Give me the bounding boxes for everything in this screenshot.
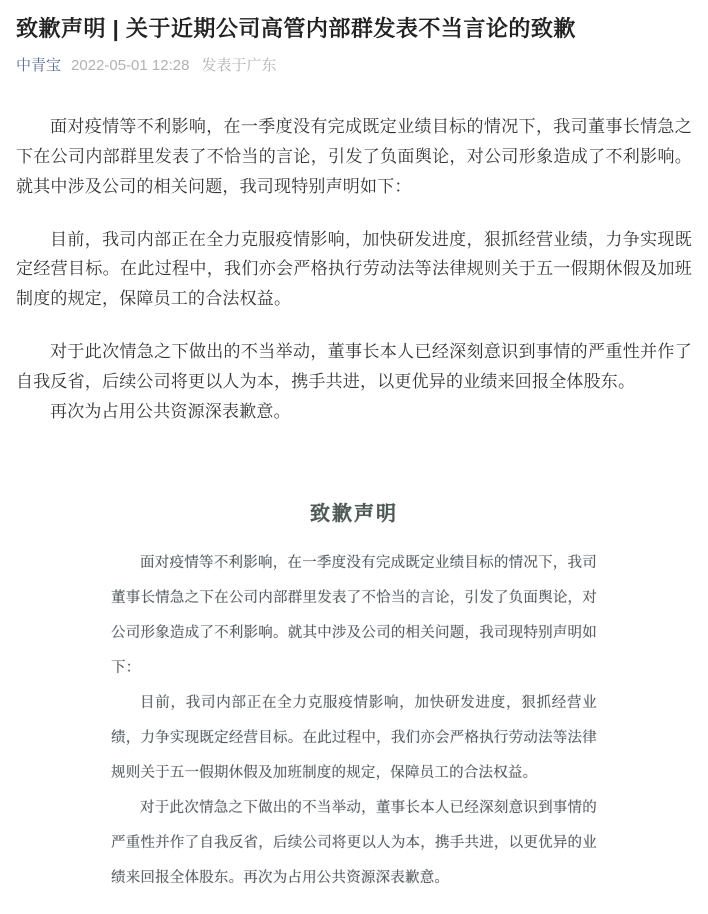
statement-image-paragraph: 目前，我司内部正在全力克服疫情影响，加快研发进度，狠抓经营业绩，力争实现既定经营目标。在此过程中，我们亦会严格执行劳动法等法律规则关于五一假期休假及加班制度的规定，保障员工的合法权益。 xyxy=(111,694,597,781)
statement-image-paragraph: 面对疫情等不利影响，在一季度没有完成既定业绩目标的情况下，我司董事长情急之下在公司内部群里发表了不恰当的言论，引发了负面舆论，对公司形象造成了不利影响。就其中涉及公司的相关问题，我司现特别声明如下： xyxy=(111,554,597,676)
article-paragraph: 对于此次情急之下做出的不当举动，董事长本人已经深刻意识到事情的严重性并作了自我反省，后续公司将更以人为本，携手共进，以更优异的业绩来回报全体股东。 xyxy=(16,342,692,392)
statement-image-body xyxy=(111,546,597,896)
page-title: 致歉声明 | 关于近期公司高管内部群发表不当言论的致歉 xyxy=(16,16,576,41)
statement-image-title: 致歉声明 xyxy=(310,502,398,525)
publish-location: 发表于广东 xyxy=(201,56,277,74)
article-content xyxy=(0,112,708,427)
account-name-link[interactable]: 中青宝 xyxy=(16,56,62,74)
statement-image-paragraph: 对于此次情急之下做出的不当举动，董事长本人已经深刻意识到事情的严重性并作了自我反省，后续公司将更以人为本，携手共进，以更优异的业绩来回报全体股东。再次为占用公共资源深表歉意。 xyxy=(111,799,597,886)
publish-time: 2022-05-01 12:28 xyxy=(71,56,190,74)
article-header xyxy=(0,14,708,76)
byline xyxy=(16,56,692,76)
statement-image[interactable] xyxy=(0,447,708,914)
article-paragraph: 目前，我司内部正在全力克服疫情影响，加快研发进度，狠抓经营业绩，力争实现既定经营目标。在此过程中，我们亦会严格执行劳动法等法律规则关于五一假期休假及加班制度的规定，保障员工的合法权益。 xyxy=(16,229,692,309)
article-paragraph: 面对疫情等不利影响，在一季度没有完成既定业绩目标的情况下，我司董事长情急之下在公司内部群里发表了不恰当的言论，引发了负面舆论，对公司形象造成了不利影响。就其中涉及公司的相关问题，我司现特别声明如下： xyxy=(16,116,692,196)
article-paragraph: 再次为占用公共资源深表歉意。 xyxy=(50,402,291,422)
